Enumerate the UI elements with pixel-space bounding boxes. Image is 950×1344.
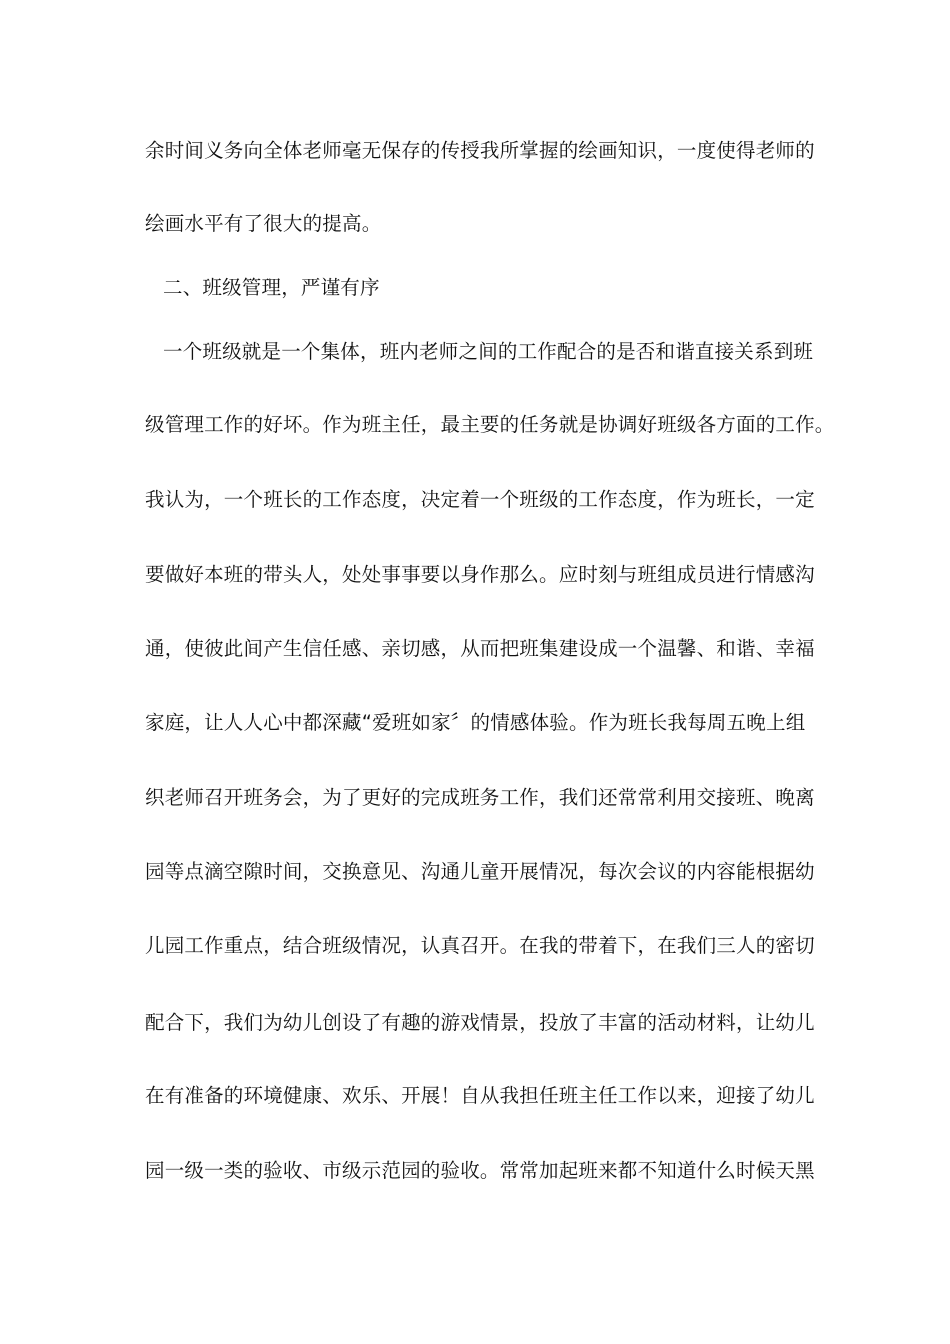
paragraph-line: 我认为，一个班长的工作态度，决定着一个班级的工作态度，作为班长，一定: [145, 488, 815, 511]
paragraph-line: 要做好本班的带头人，处处事事要以身作那么。应时刻与班组成员进行情感沟: [145, 563, 815, 586]
paragraph-line: 园一级一类的验收、市级示范园的验收。常常加起班来都不知道什么时候天黑: [145, 1159, 815, 1182]
paragraph-line: 配合下，我们为幼儿创设了有趣的游戏情景，投放了丰富的活动材料，让幼儿: [145, 1011, 815, 1034]
paragraph-line: 儿园工作重点，结合班级情况，认真召开。在我的带着下，在我们三人的密切: [145, 934, 815, 957]
paragraph-line: 织老师召开班务会，为了更好的完成班务工作，我们还常常利用交接班、晚离: [145, 786, 815, 809]
paragraph-line: 园等点滴空隙时间，交换意见、沟通儿童开展情况，每次会议的内容能根据幼: [145, 860, 815, 883]
paragraph-line: 级管理工作的好坏。作为班主任，最主要的任务就是协调好班级各方面的工作。: [145, 413, 835, 436]
paragraph-line: 通，使彼此间产生信任感、亲切感，从而把班集建设成一个温馨、和谐、幸福: [145, 637, 815, 660]
paragraph-line: 余时间义务向全体老师毫无保存的传授我所掌握的绘画知识，一度使得老师的: [145, 139, 815, 162]
paragraph-line: 一个班级就是一个集体，班内老师之间的工作配合的是否和谐直接关系到班: [163, 340, 814, 363]
paragraph-line: 绘画水平有了很大的提高。: [145, 212, 382, 235]
paragraph-line: 家庭，让人人心中都深藏“爱班如家〞的情感体验。作为班长我每周五晚上组: [145, 711, 806, 734]
section-heading: 二、班级管理，严谨有序: [163, 276, 380, 299]
paragraph-line: 在有准备的环境健康、欢乐、开展！自从我担任班主任工作以来，迎接了幼儿: [145, 1084, 815, 1107]
